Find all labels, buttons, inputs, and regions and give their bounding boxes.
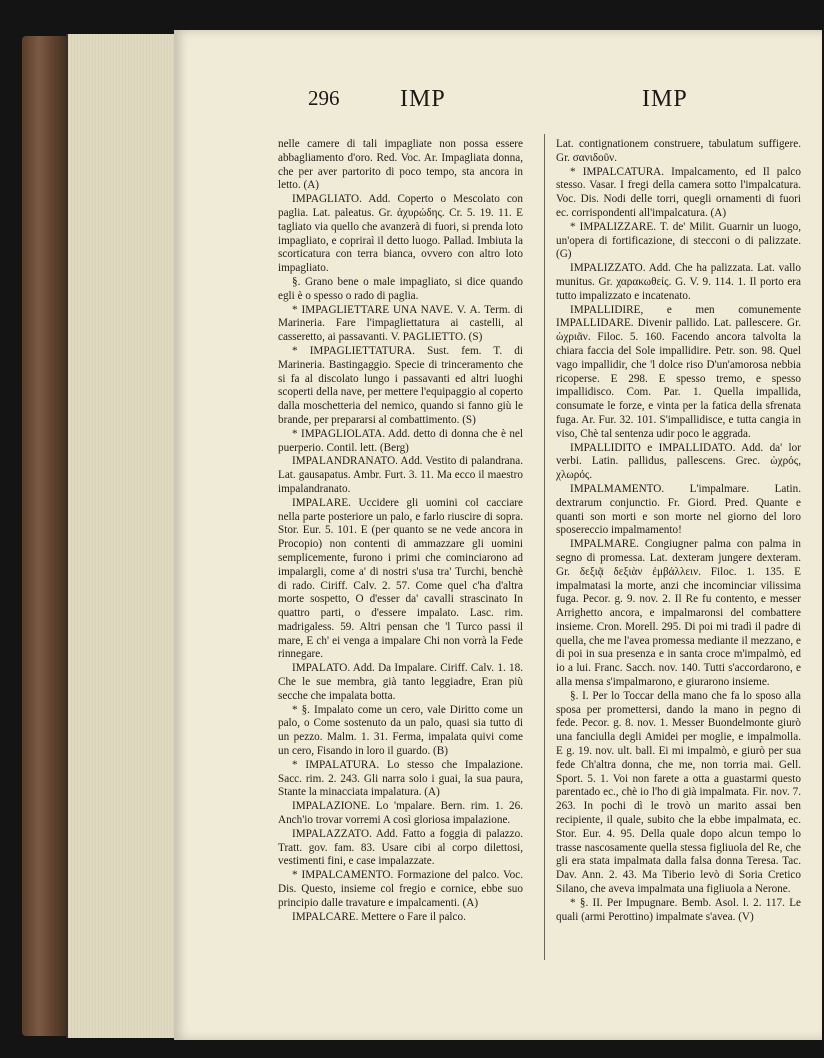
dictionary-entry: IMPALIZZATO. Add. Che ha palizzata. Lat. vallo munitus. Gr. χαρακωθείς. G. V. 9. 114. 1. Il porto era tutto impalizzato e incatenato. — [556, 262, 801, 302]
dictionary-entry: IMPALAZIONE. Lo 'mpalare. Bern. rim. 1. 26. Anch'io trovar vorremi A così gloriosa impalazione. — [278, 800, 523, 827]
page-number: 296 — [308, 86, 340, 110]
dictionary-entry: Lat. contignationem construere, tabulatum suffigere. Gr. σανιδοῦν. — [556, 138, 801, 164]
dictionary-entry: IMPAGLIATO. Add. Coperto o Mescolato con paglia. Lat. paleatus. Gr. ἀχυρώδης. Cr. 5. 19. 11. E tagliato via quello che avanzerà di fuori, si prenda loto impagliato, e copriraì il detto luogo. Pallad. Imbiuta la scorticatura con terra bianca, ovvero con altro loto impagliato. — [278, 193, 523, 275]
dictionary-entry: IMPALMARE. Congiugner palma con palma in segno di promessa. Lat. dexteram jungere dexteram. Gr. δεξιᾷ δεξιὰν ἐμβάλλειν. Filoc. 1. 135. E impalmatasi la morte, anzi che incominciar vilissima fuga. Pecor. g. 9. nov. 2. Il Re fu contento, e messer Arrighetto ancora, e impalmaronsi del combattere insieme. Cron. Morell. 295. Di poi mi tradì il padre di quella, che me l'avea promessa mediante il mezzano, e di poi in sua presenza e in santa croce m'impalmò, ed io a lui. Franc. Sacch. nov. 140. Tutti s'accordarono, e alla mensa s'impalmarono, e giurarono insieme. — [556, 538, 801, 689]
dictionary-entry: §. I. Per lo Toccar della mano che fa lo sposo alla sposa per promettersi, dando la mano in pegno di fede. Pecor. g. 8. nov. 1. Messer Buondelmonte giurò una fanciulla degli Amidei per moglie, e impalmolla. E g. 19. nov. ult. ball. Ei mi impalmò, e giurò per sua fede Ch'altra donna, che me, non torria mai. Gell. Sport. 5. 1. Voi non farete a otta a guastarmi questo parentado ec., chè io l'ho di già impalmata. Fir. nov. 7. 263. In pochi dì le trovò un marito assai ben recipiente, il quale, subito che la ebbe impalmata, ec. Stor. Eur. 4. 95. Della quale dopo alcun tempo lo trasse nascosamente quella stessa figliuola del Re, che gli era stata impalmata dalla falsa donna Teresa. Tac. Dav. Ann. 2. 43. Ma Tiberio levò di Soria Cretico Silano, che aveva impalmata una figliuola a Nerone. — [556, 689, 801, 896]
dictionary-entry: IMPALMAMENTO. L'impalmare. Latin. dextrarum conjunctio. Fr. Giord. Pred. Quante e quanti son morti e son morte nel giorno del loro sposereccio impalmamento! — [556, 482, 801, 537]
dictionary-entry: IMPALLIDIRE, e men comunemente IMPALLIDARE. Divenir pallido. Lat. pallescere. Gr. ὠχριᾶν. Filoc. 5. 160. Facendo ancora talvolta la chiara faccia del Sole impallidire. Petr. son. 98. Quel vago impallidir, che 'l dolce riso D'un'amorosa nebbia ricoperse. E 298. E spesso tremo, e spesso impallidisco. Com. Par. 1. Quella impallida, consumate le forze, e vinta per la fatica della sfrenata fuga. Ar. Fur. 32. 101. S'impallidisce, e tutta cangia in viso, Chè tal sentenza udir poco le aggrada. — [556, 303, 801, 440]
dictionary-entry: IMPALAZZATO. Add. Fatto a foggia di palazzo. Tratt. gov. fam. 83. Usare cibi al corpo dilettosi, vestimenti fini, e case impalazzate. — [278, 827, 523, 868]
dictionary-entry: * IMPAGLIOLATA. Add. detto di donna che è nel puerperio. Contil. lett. (Berg) — [278, 427, 523, 454]
dictionary-page — [174, 30, 822, 1040]
dictionary-entry: * §. Impalato come un cero, vale Diritto come un palo, o Come sostenuto da un palo, quasi sia tutto di un pezzo. Malm. 1. 31. Ferma, impalata quivi come un cero, Fisando in loro il guardo. (B) — [278, 703, 523, 758]
dictionary-entry: IMPALANDRANATO. Add. Vestito di palandrana. Lat. gausapatus. Ambr. Furt. 3. 11. Ma ecco il maestro impalandranato. — [278, 455, 523, 495]
page-header — [174, 86, 822, 116]
dictionary-entry: * IMPALATURA. Lo stesso che Impalazione. Sacc. rim. 2. 243. Gli narra solo i guai, la sua paura, Stante la minacciata impalatura. (A) — [278, 758, 523, 799]
left-column — [278, 138, 523, 924]
dictionary-entry: * IMPALIZZARE. T. de' Milit. Guarnir un luogo, un'opera di fortificazione, di stecconi o di palizzate. (G) — [556, 220, 801, 261]
dictionary-entry: * §. II. Per Impugnare. Bemb. Asol. l. 2. 117. Le quali (armi Perottino) impalmate s'avea. (V) — [556, 896, 801, 923]
dictionary-entry: §. Grano bene o male impagliato, si dice quando egli è o spesso o rado di paglia. — [278, 275, 523, 302]
dictionary-entry: * IMPAGLIETTARE UNA NAVE. V. A. Term. di Marineria. Fare l'impagliettatura ai castelli, al casseretto, ai passavanti. V. PAGLIETTO. (S) — [278, 303, 523, 344]
book-cover-edge — [22, 36, 70, 1036]
dictionary-entry: * IMPALCATURA. Impalcamento, ed Il palco stesso. Vasar. I fregi della camera sotto l'impalcatura. Voc. Dis. Nodi delle torri, quegli ornamenti di fuori ec. corrispondenti all'impalcatura. (A) — [556, 165, 801, 219]
page-edges — [66, 34, 188, 1038]
book — [22, 30, 812, 1040]
column-divider — [544, 134, 545, 960]
dictionary-entry: * IMPALCAMENTO. Formazione del palco. Voc. Dis. Questo, insieme col fregio e cornice, ebbe suo principio dalle travature e impalcamenti. (A) — [278, 869, 523, 909]
dictionary-entry: * IMPAGLIETTATURA. Sust. fem. T. di Marineria. Bastingaggio. Specie di trinceramento che si fa al discolato lungo i passavanti ed altri luoghi scoperti della nave, per mettere l'equipaggio al coperto dalla moschetteria del nemico, quando si fanno giù le brande, per prepararsi al combattimento. (S) — [278, 344, 523, 426]
dictionary-entry: IMPALCARE. Mettere o Fare il palco. — [292, 910, 466, 923]
dictionary-entry: IMPALATO. Add. Da Impalare. Ciriff. Calv. 1. 18. Che le sue membra, già tanto leggiadre, Eran più secche che impalata botta. — [278, 662, 523, 702]
dictionary-entry: IMPALLIDITO e IMPALLIDATO. Add. da' lor verbi. Latin. pallidus, pallescens. Grec. ὠχρός, χλωρός. — [556, 441, 801, 482]
dictionary-entry: IMPALARE. Uccidere gli uomini col cacciare nella parte posteriore un palo, e farlo riuscire di sopra. Stor. Eur. 5. 101. E (per quanto se ne vede ancora in Procopio) non contenti di ammazzare gli uomini semplicemente, furono i primi che cominciarono ad impalargli, come a' di nostri s'usa tra' Turchi, benchè di rado. Ciriff. Calv. 2. 57. Come quel c'ha d'altra morte sospetto, O d'esser da' cavalli strascinato In quattro parti, o d'essere impalato. Lasc. rim. madrigaless. 59. Altri pensan che 'l Turco passi il mare, E ch' ei venga a impalare Chi non vorrà la Fede rinnegare. — [278, 496, 523, 661]
left-headword: IMP — [400, 86, 446, 112]
right-headword: IMP — [642, 86, 688, 112]
dictionary-entry: nelle camere di tali impagliate non possa essere abbagliamento d'oro. Red. Voc. Ar. Impagliata donna, che per aver partorito di poco tempo, sta ancora in letto. (A) — [278, 138, 523, 192]
right-column — [556, 138, 801, 924]
